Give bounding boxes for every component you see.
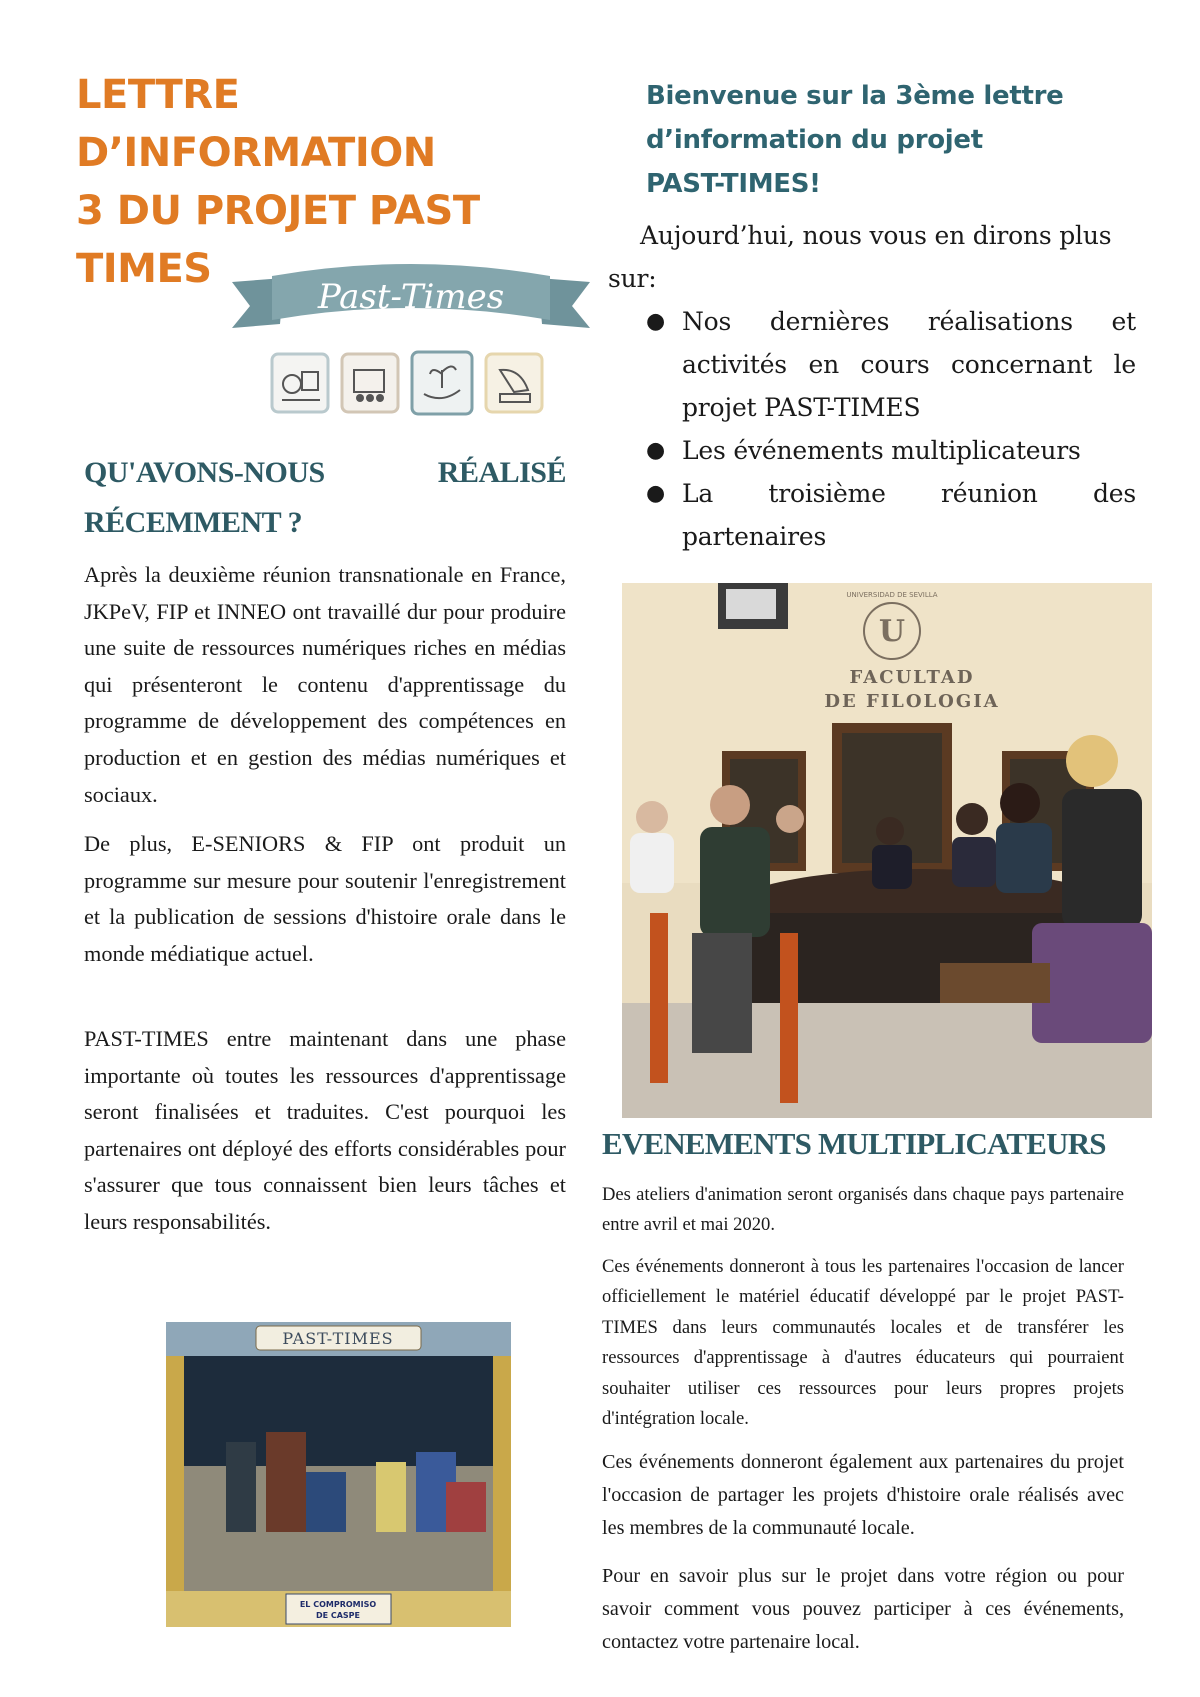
paragraph: Pour en savoir plus sur le projet dans votre région ou pour savoir comment vous pouvez participer à ces événements, contactez votre partenaire local. (602, 1565, 1124, 1653)
svg-text:U: U (878, 614, 906, 649)
section-heading-events: EVENEMENTS MULTIPLICATEURS (602, 1126, 1106, 1161)
logo-text: Past-Times (317, 277, 505, 317)
title-line-2: 3 DU PROJET PAST TIMES (76, 188, 480, 292)
paragraph: Ces événements donneront à tous les partenaires l'occasion de lancer officiellement le matériel éducatif développé par le projet PAST-TIMES dans leurs communautés locales et de transférer les ressources d'apprentissage à d'autres éducateurs qui pourraient souhaiter utiliser ces ressources pour leurs propres projets d'intégration locale. (602, 1256, 1124, 1430)
paragraph: Après la deuxième réunion transnationale en France, JKPeV, FIP et INNEO ont travaillé dur pour produire une suite de ressources numériques riches en médias qui présenteront le contenu d'apprentissage du programme de développement des compétences en production et en gestion des médias numériques et sociaux. (84, 562, 566, 807)
section-heading-realise (84, 448, 566, 548)
bullet-icon: ● (646, 438, 665, 463)
gramophone-icon (486, 354, 542, 412)
machinery-icon (272, 354, 328, 412)
paragraph: De plus, E-SENIORS & FIP ont produit un programme sur mesure pour soutenir l'enregistrement et la publication de sessions d'histoire orale dans le monde médiatique actuel. (84, 831, 566, 966)
paragraph: PAST-TIMES entre maintenant dans une phase importante où toutes les ressources d'apprentissage seront finalisées et traduites. C'est pourquoi les partenaires ont déployé des efforts considérables pour s'assurer que tous connaissent bien leurs tâches et leurs responsabilités. (84, 1026, 566, 1234)
meeting-photo (622, 583, 1152, 1118)
paragraph: Ces événements donneront également aux partenaires du projet l'occasion de partager les projets d'histoire orale réalisés avec les membres de la communauté locale. (602, 1451, 1124, 1539)
list-item (646, 472, 1136, 558)
topic-text: Nos dernières réalisations et activités en cours concernant le projet PAST-TIMES (682, 307, 1136, 422)
topic-list (646, 300, 1136, 558)
title-line-1: LETTRE D’INFORMATION (76, 72, 436, 176)
sign-university: UNIVERSIDAD DE SEVILLA (846, 591, 938, 599)
tile-caption-1: EL COMPROMISO (299, 1600, 377, 1609)
sign-filologia: DE FILOLOGIA (824, 691, 1000, 712)
hand-plant-icon (412, 352, 472, 414)
train-icon (342, 354, 398, 412)
welcome-heading: Bienvenue sur la 3ème lettre d’information du projet PAST-TIMES! (646, 81, 1064, 199)
topic-text: Les événements multiplicateurs (682, 436, 1081, 465)
sign-facultad: FACULTAD (849, 667, 975, 688)
bullet-icon: ● (646, 309, 665, 334)
heading-line-2: RÉCEMMENT ? (84, 506, 303, 539)
past-times-logo (232, 262, 590, 424)
tile-banner: PAST-TIMES (282, 1329, 394, 1348)
heading-word: QU'AVONS-NOUS (84, 456, 325, 489)
heading-word: RÉALISÉ (437, 456, 566, 489)
list-item (646, 300, 1136, 429)
tile-artwork-image (166, 1322, 511, 1627)
paragraph: Des ateliers d'animation seront organisés dans chaque pays partenaire entre avril et mai 2020. (602, 1184, 1124, 1236)
tile-caption-2: DE CASPE (315, 1611, 361, 1620)
list-item (646, 429, 1136, 472)
bullet-icon: ● (646, 481, 665, 506)
intro-text: Aujourd’hui, nous vous en dirons plus sur: (608, 221, 1112, 293)
topic-text: La troisième réunion des partenaires (682, 479, 1136, 551)
